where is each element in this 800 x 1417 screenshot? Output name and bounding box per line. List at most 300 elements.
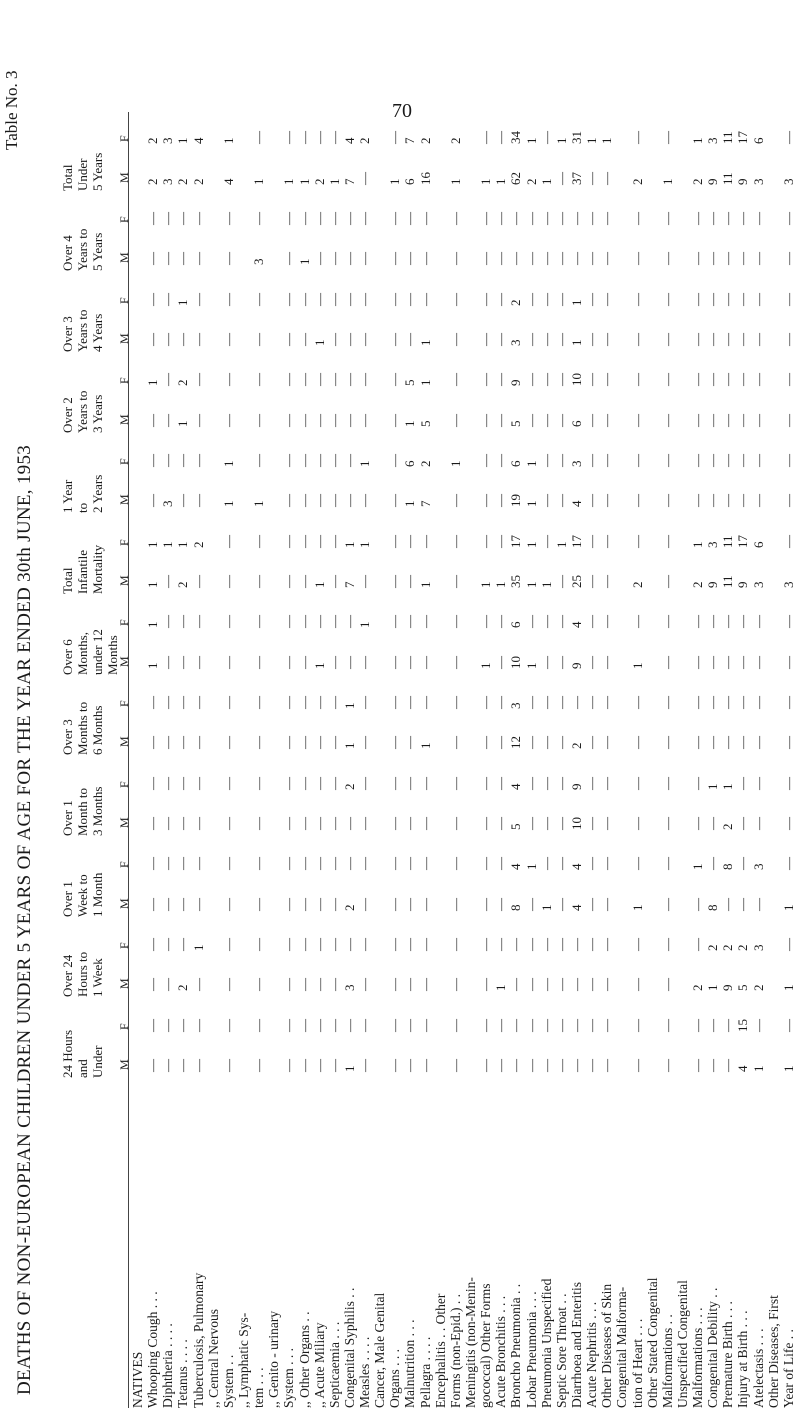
row-label: Other Stated Congenital xyxy=(644,1277,660,1408)
table-cell: — xyxy=(584,292,600,306)
table-cell: — xyxy=(160,413,176,427)
table-cell: 7 xyxy=(341,178,357,185)
table-cell: — xyxy=(220,1058,236,1072)
table-cell: — xyxy=(478,978,494,992)
table-cell: — xyxy=(735,816,751,830)
row-label: tem . . . xyxy=(251,1367,267,1408)
table-cell: 1 xyxy=(493,984,509,992)
table-cell: — xyxy=(160,655,176,669)
table-cell: — xyxy=(493,373,509,387)
table-cell: — xyxy=(296,453,312,467)
table-cell: — xyxy=(447,776,463,790)
table-cell: — xyxy=(341,252,357,266)
table-cell: — xyxy=(553,695,569,709)
table-cell: — xyxy=(341,937,357,951)
table-cell: — xyxy=(402,252,418,266)
table-cell: — xyxy=(705,373,721,387)
table-cell: — xyxy=(690,615,706,629)
table-cell: — xyxy=(145,211,161,225)
table-cell: 1 xyxy=(326,178,342,185)
table-cell: — xyxy=(478,857,494,871)
table-cell: — xyxy=(447,1018,463,1032)
row-label: Encephalitis . . Other xyxy=(432,1293,448,1408)
table-cell: — xyxy=(599,211,615,225)
table-cell: — xyxy=(145,897,161,911)
table-cell: — xyxy=(720,252,736,266)
table-cell: — xyxy=(493,937,509,951)
table-cell: — xyxy=(387,615,403,629)
row-label: Tetanus . . . . xyxy=(175,1339,191,1408)
table-cell: — xyxy=(145,292,161,306)
table-cell: — xyxy=(538,131,554,145)
sex-subheader: M xyxy=(117,494,131,506)
table-cell: — xyxy=(357,332,373,346)
table-cell: — xyxy=(584,615,600,629)
table-cell: 1 xyxy=(705,984,721,992)
column-group-header: 6 Months xyxy=(90,705,105,756)
table-cell: — xyxy=(326,736,342,750)
table-cell: 2 xyxy=(341,783,357,790)
table-cell: — xyxy=(478,534,494,548)
table-cell: — xyxy=(447,574,463,588)
table-cell: 4 xyxy=(735,1065,751,1072)
table-cell: — xyxy=(447,736,463,750)
table-cell: — xyxy=(160,332,176,346)
table-cell: — xyxy=(145,252,161,266)
table-cell: — xyxy=(311,816,327,830)
table-cell: 1 xyxy=(599,137,615,145)
table-cell: — xyxy=(629,1018,645,1032)
table-cell: 1 xyxy=(296,178,312,185)
table-cell: — xyxy=(553,292,569,306)
table-cell: — xyxy=(584,574,600,588)
table-cell: — xyxy=(190,857,206,871)
column-group-header: Week to xyxy=(75,874,90,917)
table-cell: — xyxy=(553,937,569,951)
table-cell: — xyxy=(584,171,600,185)
table-cell: — xyxy=(780,615,796,629)
table-cell: — xyxy=(705,252,721,266)
table-cell: — xyxy=(553,736,569,750)
table-cell: 1 xyxy=(387,178,403,185)
table-cell: — xyxy=(220,413,236,427)
row-label: Premature Birth . . . xyxy=(720,1301,736,1408)
table-cell: — xyxy=(720,897,736,911)
table-cell: 1 xyxy=(568,339,584,346)
table-cell: — xyxy=(341,655,357,669)
table-cell: — xyxy=(690,332,706,346)
table-cell: — xyxy=(780,937,796,951)
table-cell: — xyxy=(538,252,554,266)
table-cell: — xyxy=(190,494,206,508)
table-cell: — xyxy=(326,816,342,830)
table-cell: — xyxy=(387,1058,403,1072)
table-cell: — xyxy=(281,534,297,548)
table-cell: — xyxy=(281,1018,297,1032)
table-cell: — xyxy=(402,332,418,346)
table-cell: — xyxy=(326,494,342,508)
table-cell: 6 xyxy=(750,137,766,145)
table-cell: — xyxy=(175,615,191,629)
table-cell: — xyxy=(296,695,312,709)
table-cell: — xyxy=(493,494,509,508)
table-cell: — xyxy=(599,736,615,750)
table-cell: — xyxy=(659,574,675,588)
row-label: Septicaemia . . . xyxy=(326,1321,342,1408)
table-cell: — xyxy=(780,816,796,830)
table-cell: — xyxy=(493,816,509,830)
sex-subheader: M xyxy=(117,655,131,667)
table-cell: — xyxy=(387,252,403,266)
table-cell: — xyxy=(281,413,297,427)
table-cell: — xyxy=(160,252,176,266)
row-label: Year of Life . . xyxy=(780,1329,796,1408)
table-cell: — xyxy=(553,978,569,992)
table-cell: — xyxy=(251,615,267,629)
table-cell: 1 xyxy=(705,783,721,790)
table-cell: — xyxy=(735,252,751,266)
table-cell: — xyxy=(251,453,267,467)
table-cell: — xyxy=(690,937,706,951)
table-cell: — xyxy=(447,897,463,911)
table-cell: — xyxy=(296,534,312,548)
table-cell: — xyxy=(659,695,675,709)
table-cell: — xyxy=(417,857,433,871)
table-cell: 2 xyxy=(568,742,584,750)
table-cell: 1 xyxy=(175,420,191,427)
column-group-header: Years to xyxy=(75,309,90,352)
table-cell: — xyxy=(387,453,403,467)
row-label: Forms (non-Epid.) . . xyxy=(447,1294,463,1408)
table-cell: — xyxy=(508,1018,524,1032)
table-cell: 1 xyxy=(341,541,357,548)
table-cell: — xyxy=(780,211,796,225)
table-cell: — xyxy=(478,211,494,225)
table-cell: — xyxy=(493,1018,509,1032)
table-cell: — xyxy=(417,252,433,266)
table-cell: — xyxy=(281,776,297,790)
table-cell: — xyxy=(599,615,615,629)
column-group-header: 2 Years xyxy=(90,475,105,514)
table-cell: 17 xyxy=(568,534,584,548)
table-cell: — xyxy=(387,857,403,871)
table-cell: — xyxy=(599,937,615,951)
table-cell: — xyxy=(175,1058,191,1072)
row-label: System . . xyxy=(220,1354,236,1408)
row-label: ,, Other Organs . . xyxy=(296,1311,312,1408)
table-cell: — xyxy=(447,857,463,871)
table-cell: — xyxy=(281,494,297,508)
column-group-header: Mortality xyxy=(90,544,105,594)
table-cell: — xyxy=(780,373,796,387)
table-cell: — xyxy=(296,816,312,830)
table-cell: — xyxy=(659,494,675,508)
table-cell: — xyxy=(190,211,206,225)
table-cell: — xyxy=(402,937,418,951)
table-cell: 2 xyxy=(508,299,524,306)
table-cell: — xyxy=(281,332,297,346)
table-cell: — xyxy=(659,373,675,387)
table-cell: — xyxy=(735,655,751,669)
table-cell: — xyxy=(175,453,191,467)
table-cell: — xyxy=(296,776,312,790)
table-cell: — xyxy=(357,776,373,790)
table-cell: — xyxy=(735,373,751,387)
table-cell: — xyxy=(190,776,206,790)
table-cell: — xyxy=(357,937,373,951)
table-cell: 1 xyxy=(190,944,206,951)
column-group-header: Years to xyxy=(75,390,90,433)
table-cell: — xyxy=(659,332,675,346)
table-cell: — xyxy=(447,494,463,508)
table-cell: — xyxy=(568,1058,584,1072)
table-cell: — xyxy=(190,655,206,669)
sex-subheader: F xyxy=(117,619,131,627)
table-cell: — xyxy=(705,857,721,871)
table-cell: — xyxy=(705,292,721,306)
table-cell: — xyxy=(659,937,675,951)
table-cell: — xyxy=(311,211,327,225)
column-group-header: 24 Hours xyxy=(60,1029,75,1078)
table-cell: — xyxy=(417,695,433,709)
table-cell: 1 xyxy=(523,460,539,467)
table-cell: — xyxy=(553,252,569,266)
table-cell: — xyxy=(568,937,584,951)
table-cell: — xyxy=(281,131,297,145)
table-cell: — xyxy=(629,776,645,790)
table-cell: — xyxy=(447,292,463,306)
table-cell: — xyxy=(750,332,766,346)
table-cell: 1 xyxy=(417,379,433,387)
table-cell: — xyxy=(584,413,600,427)
row-label: Injury at Birth . . . xyxy=(735,1310,751,1408)
column-group-header: Month to xyxy=(75,787,90,836)
table-cell: — xyxy=(599,534,615,548)
table-cell: — xyxy=(387,655,403,669)
table-cell: — xyxy=(160,574,176,588)
table-cell: — xyxy=(523,736,539,750)
table-cell: — xyxy=(402,695,418,709)
table-cell: — xyxy=(447,332,463,346)
table-cell: — xyxy=(659,816,675,830)
table-cell: — xyxy=(190,453,206,467)
table-cell: — xyxy=(281,655,297,669)
table-cell: — xyxy=(750,1018,766,1032)
table-cell: — xyxy=(251,1018,267,1032)
table-cell: — xyxy=(251,131,267,145)
table-cell: — xyxy=(447,534,463,548)
row-label: ,, Acute Miliary xyxy=(311,1322,327,1408)
table-cell: — xyxy=(690,897,706,911)
table-cell: — xyxy=(750,695,766,709)
row-label: ,, Lymphatic Sys- xyxy=(235,1312,251,1408)
table-cell: — xyxy=(735,211,751,225)
table-cell: — xyxy=(326,978,342,992)
table-cell: 1 xyxy=(145,541,161,548)
table-cell: — xyxy=(584,332,600,346)
table-cell: — xyxy=(311,736,327,750)
table-cell: — xyxy=(659,534,675,548)
table-cell: — xyxy=(750,897,766,911)
table-cell: — xyxy=(493,332,509,346)
table-cell: — xyxy=(690,1058,706,1072)
table-cell: — xyxy=(175,897,191,911)
table-cell: — xyxy=(251,857,267,871)
table-cell: — xyxy=(750,736,766,750)
table-cell: — xyxy=(357,655,373,669)
table-cell: — xyxy=(160,211,176,225)
table-cell: — xyxy=(553,816,569,830)
table-cell: — xyxy=(296,897,312,911)
table-cell: 9 xyxy=(735,581,751,588)
table-cell: 11 xyxy=(720,575,736,588)
table-cell: 9 xyxy=(720,984,736,992)
table-cell: — xyxy=(553,211,569,225)
table-cell: — xyxy=(326,1018,342,1032)
table-cell: — xyxy=(523,1058,539,1072)
table-cell: — xyxy=(568,252,584,266)
row-label: Measles . . . . xyxy=(357,1336,373,1408)
table-cell: 9 xyxy=(705,581,721,588)
table-cell: — xyxy=(690,655,706,669)
table-cell: 10 xyxy=(568,373,584,387)
table-cell: — xyxy=(629,937,645,951)
row-label: Diphtheria . . . . xyxy=(160,1323,176,1408)
table-cell: 31 xyxy=(568,131,584,145)
table-cell: 1 xyxy=(659,178,675,185)
table-cell: 2 xyxy=(175,984,191,992)
table-cell: — xyxy=(568,1018,584,1032)
table-cell: — xyxy=(341,1018,357,1032)
table-cell: — xyxy=(220,1018,236,1032)
table-cell: — xyxy=(326,131,342,145)
table-cell: — xyxy=(220,736,236,750)
table-cell: — xyxy=(538,776,554,790)
row-label: Meningitis (non-Menin- xyxy=(463,1277,478,1408)
column-group-header: 3 Months xyxy=(90,786,105,836)
table-cell: 8 xyxy=(720,863,736,871)
table-cell: — xyxy=(750,292,766,306)
table-cell: — xyxy=(735,494,751,508)
table-cell: — xyxy=(599,1058,615,1072)
table-cell: — xyxy=(538,1058,554,1072)
sex-subheader: F xyxy=(117,458,131,465)
table-cell: — xyxy=(311,897,327,911)
table-cell: — xyxy=(493,211,509,225)
table-cell: 2 xyxy=(175,581,191,588)
table-cell: — xyxy=(326,897,342,911)
table-cell: — xyxy=(538,494,554,508)
table-cell: — xyxy=(402,534,418,548)
table-cell: — xyxy=(750,413,766,427)
table-cell: — xyxy=(584,816,600,830)
table-cell: — xyxy=(629,252,645,266)
table-cell: 5 xyxy=(402,379,418,387)
table-cell: — xyxy=(493,897,509,911)
table-cell: 9 xyxy=(568,783,584,790)
table-cell: 2 xyxy=(190,541,206,548)
row-label: Congenital Syphilis . . xyxy=(341,1287,357,1408)
table-cell: — xyxy=(341,857,357,871)
table-cell: 1 xyxy=(584,137,600,145)
table-cell: 1 xyxy=(780,904,796,911)
table-cell: 1 xyxy=(341,742,357,750)
table-cell: 4 xyxy=(190,137,206,145)
table-cell: — xyxy=(341,494,357,508)
table-cell: — xyxy=(735,292,751,306)
table-cell: — xyxy=(220,655,236,669)
table-cell: — xyxy=(175,816,191,830)
column-group-header: Over 1 xyxy=(60,800,75,836)
table-cell: — xyxy=(538,978,554,992)
table-cell: — xyxy=(705,494,721,508)
table-cell: — xyxy=(296,1018,312,1032)
table-cell: — xyxy=(220,292,236,306)
table-cell: — xyxy=(341,816,357,830)
table-cell: — xyxy=(311,776,327,790)
table-cell: — xyxy=(326,292,342,306)
column-group-header: Over 1 xyxy=(60,880,75,917)
table-cell: — xyxy=(326,1058,342,1072)
table-cell: 1 xyxy=(780,1065,796,1072)
table-cell: — xyxy=(493,857,509,871)
table-cell: — xyxy=(251,695,267,709)
table-cell: — xyxy=(447,937,463,951)
table-cell: 1 xyxy=(402,500,418,508)
table-cell: — xyxy=(311,695,327,709)
table-cell: 1 xyxy=(341,702,357,709)
table-cell: — xyxy=(690,373,706,387)
table-cell: — xyxy=(629,857,645,871)
table-cell: — xyxy=(478,131,494,145)
column-group-header: Over 3 xyxy=(60,316,75,352)
table-cell: — xyxy=(735,453,751,467)
table-cell: — xyxy=(387,736,403,750)
table-cell: — xyxy=(281,252,297,266)
table-cell: — xyxy=(659,1018,675,1032)
table-cell: — xyxy=(705,816,721,830)
table-cell: — xyxy=(417,655,433,669)
row-label: Acute Bronchitis . . . xyxy=(493,1295,509,1408)
table-cell: 1 xyxy=(311,662,327,669)
table-cell: — xyxy=(281,574,297,588)
table-cell: — xyxy=(417,292,433,306)
table-cell: — xyxy=(720,615,736,629)
table-cell: 1 xyxy=(690,541,706,548)
table-cell: — xyxy=(720,655,736,669)
table-cell: 19 xyxy=(508,494,524,508)
table-cell: — xyxy=(659,776,675,790)
table-cell: — xyxy=(311,413,327,427)
table-cell: — xyxy=(629,413,645,427)
table-cell: — xyxy=(553,897,569,911)
table-cell: 6 xyxy=(568,420,584,427)
table-cell: — xyxy=(251,373,267,387)
table-cell: — xyxy=(584,534,600,548)
table-cell: 1 xyxy=(780,984,796,992)
table-cell: — xyxy=(387,211,403,225)
table-cell: — xyxy=(523,332,539,346)
table-cell: — xyxy=(629,211,645,225)
table-cell: — xyxy=(553,171,569,185)
table-cell: — xyxy=(447,211,463,225)
table-cell: — xyxy=(584,494,600,508)
table-cell: — xyxy=(538,373,554,387)
table-cell: — xyxy=(402,574,418,588)
row-label: Septic Sore Throat . . xyxy=(553,1293,569,1408)
table-cell: — xyxy=(220,695,236,709)
column-group-header: Over 6 xyxy=(60,638,75,675)
